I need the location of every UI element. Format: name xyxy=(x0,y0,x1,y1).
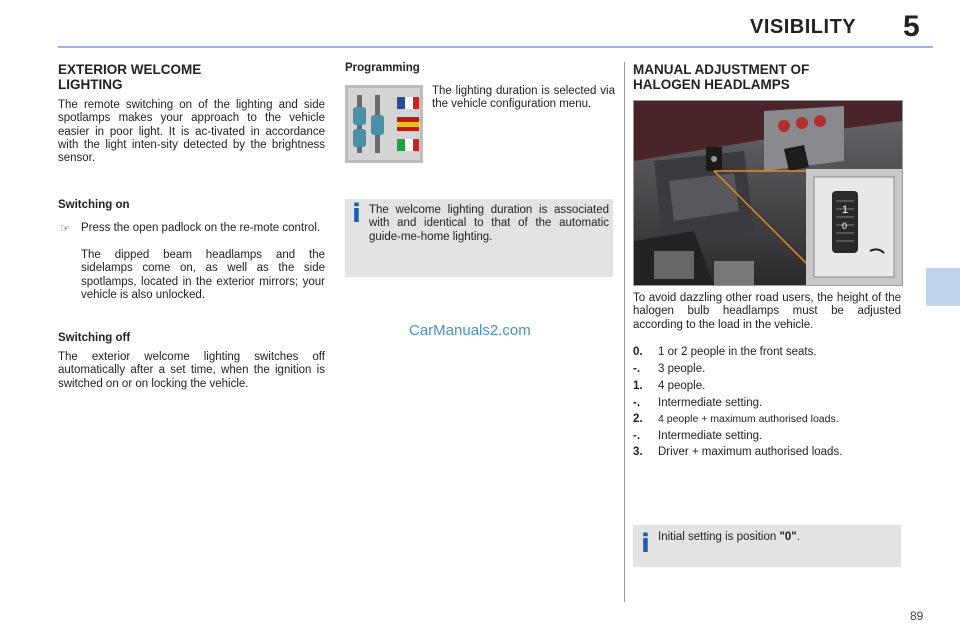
heading-line: HALOGEN HEADLAMPS xyxy=(633,77,790,92)
list-item-number: 3. xyxy=(633,446,643,458)
welcome-lighting-intro: The remote switching on of the lighting and side spotlamps makes your approach to the vehicle easier in poor light. It is ac-tivated in accordance with the light inten-sity detected by the brightness sensor. xyxy=(58,99,325,165)
page-number: 89 xyxy=(910,609,924,623)
switching-on-heading: Switching on xyxy=(58,199,130,211)
list-item-number: 1. xyxy=(633,380,643,392)
info-text-initial-setting xyxy=(658,531,800,543)
list-item-text: 4 people + maximum authorised loads. xyxy=(658,413,839,425)
dial-label-0: 0 xyxy=(842,221,848,231)
info-icon: i xyxy=(641,529,650,559)
headlamp-adjuster-illustration xyxy=(634,101,902,285)
list-item xyxy=(633,346,817,358)
programming-heading: Programming xyxy=(345,62,420,74)
section-heading-headlamps xyxy=(633,62,809,92)
list-item-text: 1 or 2 people in the front seats. xyxy=(658,346,817,358)
configuration-menu-image xyxy=(345,85,423,163)
info-text: Initial setting is position xyxy=(658,531,780,543)
list-item-number: -. xyxy=(633,430,641,442)
list-item xyxy=(633,413,839,425)
chapter-tab xyxy=(926,268,960,306)
list-item-number: -. xyxy=(633,363,641,375)
switching-on-result: The dipped beam headlamps and the sidelamps come on, as well as the side spotlamps, located in the exterior mirrors; your vehicle is also unlocked. xyxy=(81,249,325,301)
chapter-number: 5 xyxy=(903,10,920,43)
list-item-text: Driver + maximum authorised loads. xyxy=(658,446,843,458)
list-item-text: 4 people. xyxy=(658,380,706,392)
heading-line: LIGHTING xyxy=(58,77,123,92)
info-icon: i xyxy=(352,199,361,229)
sliders-icon xyxy=(345,85,423,163)
list-item xyxy=(633,430,762,442)
heading-line: MANUAL ADJUSTMENT OF xyxy=(633,62,810,77)
switching-off-text: The exterior welcome lighting switches off automatically after a set time, when the ignition is switched on or on locking the vehicle. xyxy=(58,351,325,390)
programming-text: The lighting duration is selected via the vehicle configuration menu. xyxy=(432,85,615,111)
page-title: VISIBILITY xyxy=(750,16,857,38)
column-divider xyxy=(624,62,625,602)
switching-off-heading: Switching off xyxy=(58,332,131,344)
dashboard-photo xyxy=(633,100,903,286)
list-item-number: 0. xyxy=(633,346,643,358)
info-value: "0" xyxy=(779,531,797,543)
list-item xyxy=(633,397,762,409)
section-heading-welcome-lighting xyxy=(58,62,201,92)
header-divider xyxy=(58,46,933,48)
list-item-text: Intermediate setting. xyxy=(658,430,763,442)
dial-label-1: 1 xyxy=(842,204,849,216)
pointing-hand-icon: ☞ xyxy=(60,223,70,235)
switching-on-step: Press the open padlock on the re-mote control. xyxy=(81,222,321,234)
list-item xyxy=(633,363,705,375)
watermark: CarManuals2.com xyxy=(409,322,531,339)
info-text-welcome: The welcome lighting duration is associated with and identical to that of the automatic guide-me-home lighting. xyxy=(369,204,609,243)
info-box-initial-setting xyxy=(633,525,901,567)
info-box-welcome xyxy=(345,199,613,277)
list-item-number: 2. xyxy=(633,413,643,425)
heading-line: EXTERIOR WELCOME xyxy=(58,62,202,77)
list-item xyxy=(633,446,842,458)
list-item-text: 3 people. xyxy=(658,363,706,375)
list-item xyxy=(633,380,705,392)
info-text-end: . xyxy=(796,531,800,543)
headlamps-intro: To avoid dazzling other road users, the height of the halogen bulb headlamps must be adjusted according to the load in the vehicle. xyxy=(633,292,901,331)
list-item-number: -. xyxy=(633,397,641,409)
list-item-text: Intermediate setting. xyxy=(658,397,763,409)
